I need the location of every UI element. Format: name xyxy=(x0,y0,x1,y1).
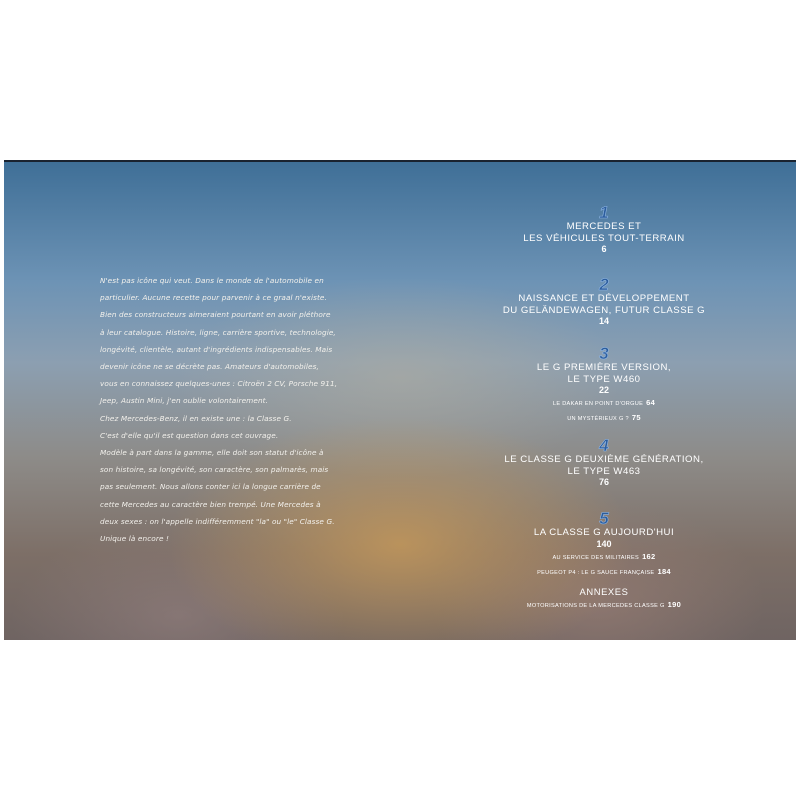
subentry-page: 190 xyxy=(667,600,682,609)
intro-line: deux sexes : on l'appelle indifféremment "la" ou "le" Classe G. xyxy=(100,516,335,526)
intro-line: Modèle à part dans la gamme, elle doit son statut d'icône à xyxy=(100,448,324,458)
chapter-page: 140 xyxy=(596,538,612,549)
book-spread xyxy=(4,160,796,640)
intro-line: cette Mercedes au caractère bien trempé. Une Mercedes à xyxy=(100,499,321,509)
subentry-label: MOTORISATIONS DE LA MERCEDES CLASSE G xyxy=(526,603,665,609)
chapter-number: 3 xyxy=(599,344,609,363)
toc-subentry xyxy=(494,411,714,426)
toc-annexes xyxy=(494,585,714,613)
toc-chapter-4 xyxy=(494,438,714,488)
toc-chapter-3 xyxy=(494,346,714,426)
intro-line: particulier. Aucune recette pour parvenir à ce graal n'existe. xyxy=(100,293,327,303)
subentry-label: AU SERVICE DES MILITAIRES xyxy=(552,554,640,561)
chapter-title: LE TYPE W460 xyxy=(567,373,641,385)
intro-line: son histoire, sa longévité, son caractère, son palmarès, mais xyxy=(100,465,329,475)
chapter-page: 22 xyxy=(598,385,609,395)
intro-line: Bien des constructeurs aimeraient pourtant en avoir pléthore xyxy=(100,310,331,320)
chapter-title: LE G PREMIÈRE VERSION, xyxy=(536,362,672,373)
intro-line: N'est pas icône qui veut. Dans le monde de l'automobile en xyxy=(100,276,324,285)
intro-line: pas seulement. Nous allons conter ici la longue carrière de xyxy=(100,482,321,492)
intro-line: Chez Mercedes-Benz, il en existe une : la Classe G. xyxy=(100,413,292,423)
intro-line: longévité, clientèle, autant d'ingrédients indispensables. Mais xyxy=(100,344,333,354)
subentry-label: PEUGEOT P4 : LE G SAUCE FRANÇAISE xyxy=(537,569,655,576)
chapter-title: NAISSANCE ET DÉVELOPPEMENT xyxy=(518,293,690,304)
subentry-page: 162 xyxy=(642,551,656,561)
chapter-number: 1 xyxy=(599,203,609,222)
intro-line: C'est d'elle qu'il est question dans cet ouvrage. xyxy=(100,430,279,440)
toc-subentry xyxy=(494,396,714,411)
subentry-page: 184 xyxy=(657,566,671,576)
chapter-number: 5 xyxy=(599,509,609,528)
toc-subentry xyxy=(494,550,714,565)
intro-line: Unique là encore ! xyxy=(100,534,170,544)
subentry-label: UN MYSTÉRIEUX G ? xyxy=(567,416,629,422)
chapter-title: DU GELÄNDEWAGEN, FUTUR CLASSE G xyxy=(502,304,706,316)
toc-subentry xyxy=(494,565,714,580)
intro-text xyxy=(100,272,364,547)
chapter-title: LE TYPE W463 xyxy=(567,465,641,477)
chapter-title: LE CLASSE G DEUXIÈME GÉNÉRATION, xyxy=(504,454,704,465)
chapter-page: 76 xyxy=(598,477,609,487)
toc-subentry xyxy=(494,598,714,613)
intro-line: devenir icône ne se décrète pas. Amateurs d'automobiles, xyxy=(100,362,319,372)
chapter-title: LA CLASSE G AUJOURD'HUI xyxy=(533,527,675,538)
intro-line: vous en connaissez quelques-unes : Citroën 2 CV, Porsche 911, xyxy=(100,379,338,389)
subentry-page: 64 xyxy=(646,398,656,407)
chapter-title: MERCEDES ET xyxy=(566,221,642,232)
toc-chapter-5 xyxy=(494,511,714,580)
chapter-title: LES VÉHICULES TOUT-TERRAIN xyxy=(523,232,685,244)
subentry-page: 75 xyxy=(631,413,641,422)
chapter-page: 6 xyxy=(601,244,607,254)
chapter-number: 2 xyxy=(599,275,609,294)
toc-chapter-2 xyxy=(494,277,714,327)
chapter-number: 4 xyxy=(599,436,609,455)
chapter-page: 14 xyxy=(598,316,609,326)
intro-line: à leur catalogue. Histoire, ligne, carrière sportive, technologie, xyxy=(100,327,336,337)
toc-chapter-1 xyxy=(494,205,714,255)
subentry-label: LE DAKAR EN POINT D'ORGUE xyxy=(552,401,644,407)
annexes-title: ANNEXES xyxy=(579,586,629,597)
intro-line: Jeep, Austin Mini, j'en oublie volontairement. xyxy=(100,396,269,406)
